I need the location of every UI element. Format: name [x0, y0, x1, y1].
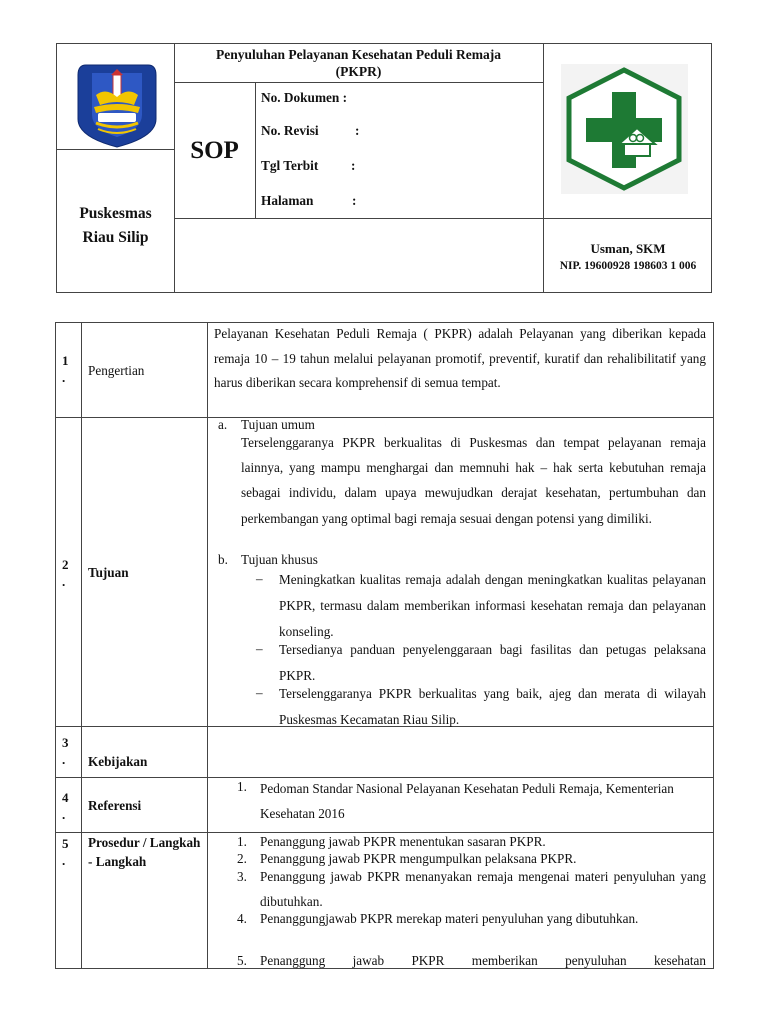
list-marker: a.: [218, 417, 228, 432]
tujuan-umum-text: Terselenggaranya PKPR berkualitas di Puskesmas dan tempat pelayanan remaja lainnya, yang mampu menghargai dan memnuhi hak – hak serta kebutuhan remaja sebagai individu, dalam upaya mewujudkan derajat kesehatan, pertumbuhan dan perkembangan yang optimal bagi remaja sesuai dengan potensi yang dimiliki.: [241, 435, 706, 526]
org-line-1: Puskesmas: [79, 205, 152, 222]
title-line-2: (PKPR): [335, 64, 382, 79]
signer-name: Usman, SKM: [590, 241, 666, 256]
list-marker: 5.: [237, 953, 247, 968]
subsection-title: Tujuan umum: [241, 417, 315, 432]
tujuan-khusus-item: Meningkatkan kualitas remaja adalah dengan meningkatkan kualitas pelayanan PKPR, termasu dalam memberikan informasi kesehatan remaja dan pelayanan konseling.: [279, 572, 706, 639]
section-title-tujuan: Tujuan: [88, 565, 129, 580]
dash-bullet: –: [256, 685, 263, 700]
field-tgl-terbit: [261, 158, 318, 174]
title-line-1: Penyuluhan Pelayanan Kesehatan Peduli Remaja: [215, 47, 502, 62]
list-marker: 4.: [237, 911, 247, 926]
kabupaten-bangka-logo: [76, 61, 158, 149]
section-title-referensi: Referensi: [88, 798, 142, 813]
row-number: 1 .: [62, 353, 69, 385]
list-marker: 1.: [237, 779, 247, 794]
sop-content-table: [55, 322, 714, 969]
divider: [174, 82, 543, 83]
row-number: 2 .: [62, 557, 69, 589]
dash-bullet: –: [256, 571, 263, 586]
row-divider: [56, 417, 713, 418]
list-marker: 3.: [237, 869, 247, 884]
section-title-kebijakan: Kebijakan: [88, 754, 148, 769]
prosedur-item: Penanggungjawab PKPR merekap materi penyuluhan yang dibutuhkan.: [260, 911, 639, 926]
divider: [255, 82, 256, 218]
row-number: 3 .: [62, 735, 69, 767]
org-line-2: Riau Silip: [82, 229, 149, 246]
sop-label: SOP: [190, 137, 239, 164]
divider: [81, 323, 82, 969]
field-label: Halaman: [261, 193, 314, 208]
prosedur-item: Penanggung jawab PKPR memberikan penyuluhan kesehatan: [260, 953, 706, 968]
divider: [57, 149, 174, 150]
prosedur-item: Penanggung jawab PKPR menanyakan remaja mengenai materi penyuluhan yang dibutuhkan.: [260, 869, 706, 909]
puskesmas-logo: [561, 64, 688, 194]
organization-name: [57, 202, 174, 250]
signer-nip: NIP. 19600928 198603 1 006: [559, 260, 697, 272]
field-no-dokumen: [261, 90, 347, 106]
field-value: :: [351, 158, 356, 173]
document-title: [174, 46, 543, 80]
divider: [207, 323, 208, 969]
tujuan-khusus-item: Tersedianya panduan penyelenggaraan bagi fasilitas dan petugas pelaksana PKPR.: [279, 642, 706, 683]
prosedur-item: Penanggung jawab PKPR menentukan sasaran PKPR.: [260, 834, 546, 849]
row-number: 4 .: [62, 790, 69, 822]
list-marker: 1.: [237, 834, 247, 849]
list-marker: 2.: [237, 851, 247, 866]
field-value: :: [352, 193, 357, 208]
field-no-revisi: [261, 123, 319, 139]
field-label: No. Dokumen :: [261, 90, 348, 105]
field-label: Tgl Terbit: [261, 158, 319, 173]
list-marker: b.: [218, 552, 228, 567]
pengertian-text: Pelayanan Kesehatan Peduli Remaja ( PKPR) adalah Pelayanan yang diberikan kepada remaja 10 – 19 tahun melalui pelayanan promotif, preventif, kuratif dan rehalibilitatif yang harus diberikan secara komprehensif di semua tempat.: [214, 326, 706, 390]
referensi-item: Pedoman Standar Nasional Pelayanan Kesehatan Peduli Remaja, Kementerian Kesehatan 2016: [260, 781, 674, 821]
field-value: :: [355, 123, 360, 138]
prosedur-item: Penanggung jawab PKPR mengumpulkan pelaksana PKPR.: [260, 851, 577, 866]
sop-header: [56, 43, 712, 293]
divider: [174, 218, 712, 219]
section-title-prosedur: Prosedur / Langkah - Langkah: [88, 835, 201, 869]
subsection-title: Tujuan khusus: [241, 552, 318, 567]
row-number: 5 .: [62, 836, 69, 868]
section-title-pengertian: Pengertian: [88, 363, 145, 378]
dash-bullet: –: [256, 641, 263, 656]
tujuan-khusus-item: Terselenggaranya PKPR berkualitas yang baik, ajeg dan merata di wilayah Puskesmas Kecamatan Riau Silip.: [279, 686, 706, 727]
field-halaman: [261, 193, 313, 209]
field-label: No. Revisi: [261, 123, 319, 138]
